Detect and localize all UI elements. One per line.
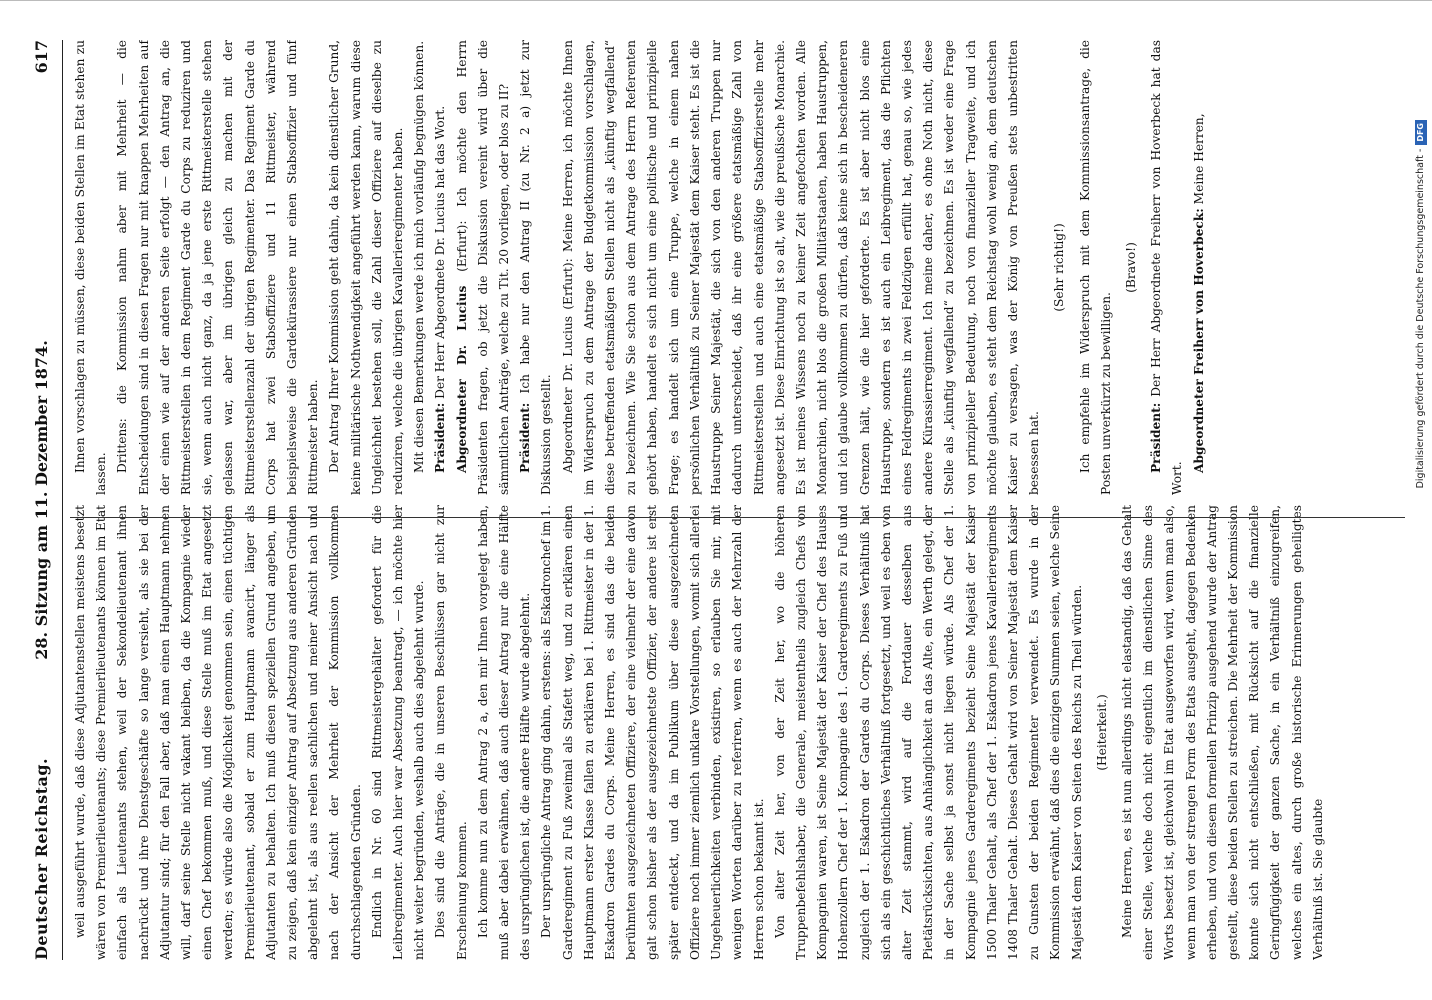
interjection	[1049, 40, 1070, 495]
paragraph-text: Abgeordneter Dr. Lucius (Erfurt): Meine Herren, ich möchte Ihnen im Widerspruch zu dem Antrage der Budgetkommission vorschlagen, diese betreffenden etatsmäßigen Stellen nicht als „künftig wegfallend“ zu bezeichnen. Wie Sie schon aus dem Antrage des Herrn Referenten gehört haben, handelt es sich nicht um eine politische und prinzipielle Frage; es handelt sich um eine Truppe, welche in einem nahen persönlichen Verhältniß zu Seiner Majestät dem Kaiser steht. Es ist die Haustruppe Seiner Majestät, die sich von den anderen Truppen nur dadurch unterscheidet, daß ihr eine größere etatsmäßige Zahl von Rittmeisterstellen und auch eine etatsmäßige Stabsoffizierstelle mehr angesetzt ist. Diese Einrichtung ist so alt, wie die preußische Monarchie. Es ist meines Wissens noch zu keiner Zeit angefochten worden. Alle Monarchien, nicht blos die großen Militärstaaten, haben Haustruppen, und ich glaube vollkommen zu dürfen, daß keine sich in bescheideneren Grenzen hält, wie die hier geforderte. Es ist aber nicht blos eine Haustruppe, sondern es ist auch ein Leibregiment, das die Pflichten eines Feldregiments in zwei Feldzügen erfüllt hat, genau so, wie jedes andere Kürassierregiment. Ich meine daher, es ohne Noth nicht, diese Stelle als „künftig wegfallend“ zu bezeichnen. Es ist weder eine Frage von prinzipieller Bedeutung, noch von finanzieller Tragweite, und ich möchte glauben, es steht dem Reichstag wohl wenig an, dem deutschen Kaiser zu versagen, was der König von Preußen stets unbestritten besessen hat.	[560, 40, 1042, 495]
paragraph-text: weil ausgeführt wurde, daß diese Adjutantenstellen meistens besetzt wären von Premierlieutenants; diese Premierlieutenants können im Etat einfach als Lieutenants stehen, weil der Sekondelieutenant ihnen nachrückt und ihre Dienstgeschäfte so lange versieht, als sie bei der Adjutantur sind; für den Fall aber, daß man einen Hauptmann nehmen will, darf seine Stelle nicht vakant bleiben, da die Kompagnie wieder einen Chef bekommen muß, und diese Stelle muß im Etat angesetzt werden; es würde also die Möglichkeit genommen sein, einen tüchtigen Premierlieutenant, sobald er zum Hauptmann avancirt, länger als Adjutanten zu behalten. Ich muß diesen speziellen Grund angeben, um zu zeigen, daß kein einziger Antrag auf Absetzung aus anderen Gründen abgelehnt ist, als aus reellen sachlichen und meiner Ansicht nach und nach der Ansicht der Mehrheit der Kommission vollkommen durchschlagenden Gründen.	[73, 505, 363, 960]
paragraph-text: Dies sind die Anträge, die in unseren Beschlüssen gar nicht zur Erscheinung kommen.	[433, 505, 469, 960]
paragraph	[452, 40, 516, 495]
paragraph-text: (Sehr richtig!)	[1052, 223, 1067, 312]
paragraph	[536, 505, 769, 960]
speaker-name: Abgeordneter Dr. Lucius	[454, 285, 469, 473]
paragraph-text: Mit diesen Bemerkungen werde ich mich vorläufig begnügen können.	[412, 40, 427, 473]
paragraph	[473, 505, 537, 960]
paragraph	[112, 40, 324, 495]
speaker-name: Abgeordneter Freiherr von Hoverbeck:	[1191, 208, 1206, 473]
paragraph-text: Ich empfehle im Widerspruch mit dem Kommissionsantrage, die Posten unverkürzt zu bewilligen.	[1077, 40, 1113, 495]
paragraph-text: Der Herr Abgeordnete Dr. Lucius hat das Wort.	[433, 105, 448, 403]
speaker-name: Präsident:	[433, 402, 448, 473]
speaker-name: Präsident:	[518, 402, 533, 473]
paragraph	[1075, 40, 1117, 495]
page-number: 617	[32, 40, 51, 74]
paragraph	[367, 505, 431, 960]
column-divider	[70, 517, 1405, 518]
right-column	[70, 40, 1405, 495]
paragraph	[409, 40, 430, 495]
header-rule	[62, 40, 63, 960]
paragraph	[1189, 40, 1210, 495]
left-column	[70, 505, 1405, 960]
paragraph-text: Der Antrag Ihrer Kommission geht dahin, da kein dienstlicher Grund, keine militärische Nothwendigkeit angeführt werden kann, warum diese Ungleichheit bestehen soll, die Zahl dieser Offiziere auf dieselbe zu reduziren, welche die übrigen Kavallerieregimenter haben.	[327, 40, 406, 495]
paragraph	[430, 505, 472, 960]
interjection	[1121, 40, 1142, 495]
paragraph-text: Ich habe nur den Antrag II (zu Nr. 2 a) jetzt zur Diskussion gestellt.	[518, 40, 554, 495]
speaker-name: Präsident:	[1149, 402, 1164, 473]
interjection	[1092, 505, 1113, 960]
paragraph	[430, 40, 451, 495]
running-head-left: Deutscher Reichstag.	[32, 757, 51, 960]
running-head-session: 28. Sitzung am 11. Dezember 1874.	[32, 340, 51, 660]
paragraph-text: Ich komme nun zu dem Antrag 2 a, den mir Ihnen vorgelegt haben, muß aber dabei erwähnen, daß auch dieser Antrag nur die eine Hälfte des ursprünglichen ist, die andere Hälfte wurde abgelehnt.	[475, 505, 533, 960]
paragraph	[770, 505, 1088, 960]
dfg-watermark	[1414, 120, 1428, 930]
paragraph	[558, 40, 1046, 495]
paragraph-text: Ihnen vorschlagen zu müssen, diese beiden Stellen im Etat stehen zu lassen.	[73, 40, 109, 495]
paragraph-text: (Bravo!)	[1123, 242, 1138, 293]
dfg-watermark-text: Digitalisierung gefördert durch die Deutsche Forschungsgemeinschaft -	[1415, 148, 1426, 489]
paragraph	[515, 40, 557, 495]
paragraph-text: Meine Herren,	[1191, 113, 1206, 209]
dfg-logo: DFG	[1415, 120, 1427, 145]
paragraph-text: Der ursprüngliche Antrag ging dahin, erstens: als Eskadronchef im 1. Garderegiment zu Fuß zweimal als Stafett weg, und zu erklären einen Hauptmann erster Klasse fallen zu erklären bei 1. Rittmeister in der 1. Eskadron Gardes du Corps. Meine Herren, es sind das die beiden berühmten ausgezeichneten Offiziere, der eine vielmehr der eine davon galt schon bisher als der ausgezeichnetste Offizier, der andere ist erst später entdeckt, und da im Publikum über diese ausgezeichneten Offiziere noch immer ziemlich unklare Vorstellungen, womit sich allerlei Ungeheuerlichkeiten verbinden, existiren, so erlauben Sie mir, mit wenigen Worten darüber zu referiren, wenn es auch der Mehrzahl der Herren schon bekannt ist.	[539, 505, 766, 960]
paragraph	[70, 505, 367, 960]
paragraph-text: Drittens: die Kommission nahm aber mit Mehrheit — die Entscheidungen sind in diesen Fragen nur mit knappen Mehrheiten auf der einen wie auf der anderen Seite erfolgt — den Antrag an, die Rittmeisterstellen in dem Regiment Garde du Corps zu reduziren und sie, wenn auch nicht ganz, da ja jene erste Rittmeisterstelle stehen gelassen war, aber im übrigen gleich zu machen mit der Rittmeisterstellenzahl der übrigen Regimenter. Das Regiment Garde du Corps hat zwei Stabsoffiziere und 11 Rittmeister, während beispielsweise die Gardekürassiere nur einen Stabsoffizier und fünf Rittmeister haben.	[115, 40, 321, 495]
paragraph-text: (Erfurt): Ich möchte den Herrn Präsidenten fragen, ob jetzt die Diskussion vereint wird über die sämmtlichen Anträge, welche zu Tit. 20 vorliegen, oder blos zu II?	[454, 40, 512, 495]
paragraph	[1117, 505, 1329, 960]
paragraph-text: Der Herr Abgeordnete Freiherr von Hoverbeck hat das Wort.	[1149, 40, 1185, 495]
paragraph-text: Endlich in Nr. 60 sind Rittmeistergehälter gefordert für die Leibregimenter. Auch hier war Absetzung beantragt, — ich möchte hier nicht weiter begründen, weshalb auch dies abgelehnt wurde.	[369, 505, 427, 960]
paragraph	[70, 40, 112, 495]
paragraph-text: Von alter Zeit her, von der Zeit her, wo die höheren Truppenbefehlshaber, die Generale, meistentheils zugleich Chefs von Kompagnien waren, ist Seine Majestät der Kaiser der Chef des Hauses Hohenzollern Chef der 1. Kompagnie des 1. Garderegiments zu Fuß und zugleich der 1. Eskadron der Gardes du Corps. Dieses Verhältniß hat sich als ein geschichtliches Verhältniß fortgesetzt, und weil es eben von alter Zeit stammt, wird auf die Fortdauer desselben aus Pietätsrücksichten, aus Anhänglichkeit an das Alte, ein Werth gelegt, der in der Sache selbst ja sonst nicht liegen würde. Als Chef der 1. Kompagnie jenes Garderegiments bezieht Seine Majestät der Kaiser 1500 Thaler Gehalt, als Chef der 1. Eskadron jenes Kavallerieregiments 1408 Thaler Gehalt. Dieses Gehalt wird von Seiner Majestät dem Kaiser zu Gunsten der beiden Regimenter verwendet. Es wurde in der Kommission erwähnt, daß dies die einzigen Summen seien, welche Seine Majestät dem Kaiser von Seiten des Reichs zu Theil würden.	[772, 505, 1084, 960]
paragraph	[324, 40, 409, 495]
paragraph-text: (Heiterkeit.)	[1094, 694, 1109, 771]
paragraph	[1146, 40, 1188, 495]
paragraph-text: Meine Herren, es ist nun allerdings nicht elastandig, daß das Gehalt einer Stelle, welche doch nicht eigentlich im dienstlichen Sinne des Worts besetzt ist, gleichwohl im Etat ausgeworfen wird, wenn man also, wenn man von der strengen Form des Etats ausgeht, dagegen Bedenken erheben, und von diesem formellen Prinzip ausgehend wurde der Antrag gestellt, diese beiden Stellen zu streichen. Die Mehrheit der Kommission konnte sich nicht entschließen, mit Rücksicht auf die finanzielle Geringfügigkeit der ganzen Sache, in ein Verhältniß einzugreifen, welches ein altes, durch große historische Erinnerungen geheiligtes Verhältniß ist. Sie glaubte	[1119, 505, 1325, 960]
